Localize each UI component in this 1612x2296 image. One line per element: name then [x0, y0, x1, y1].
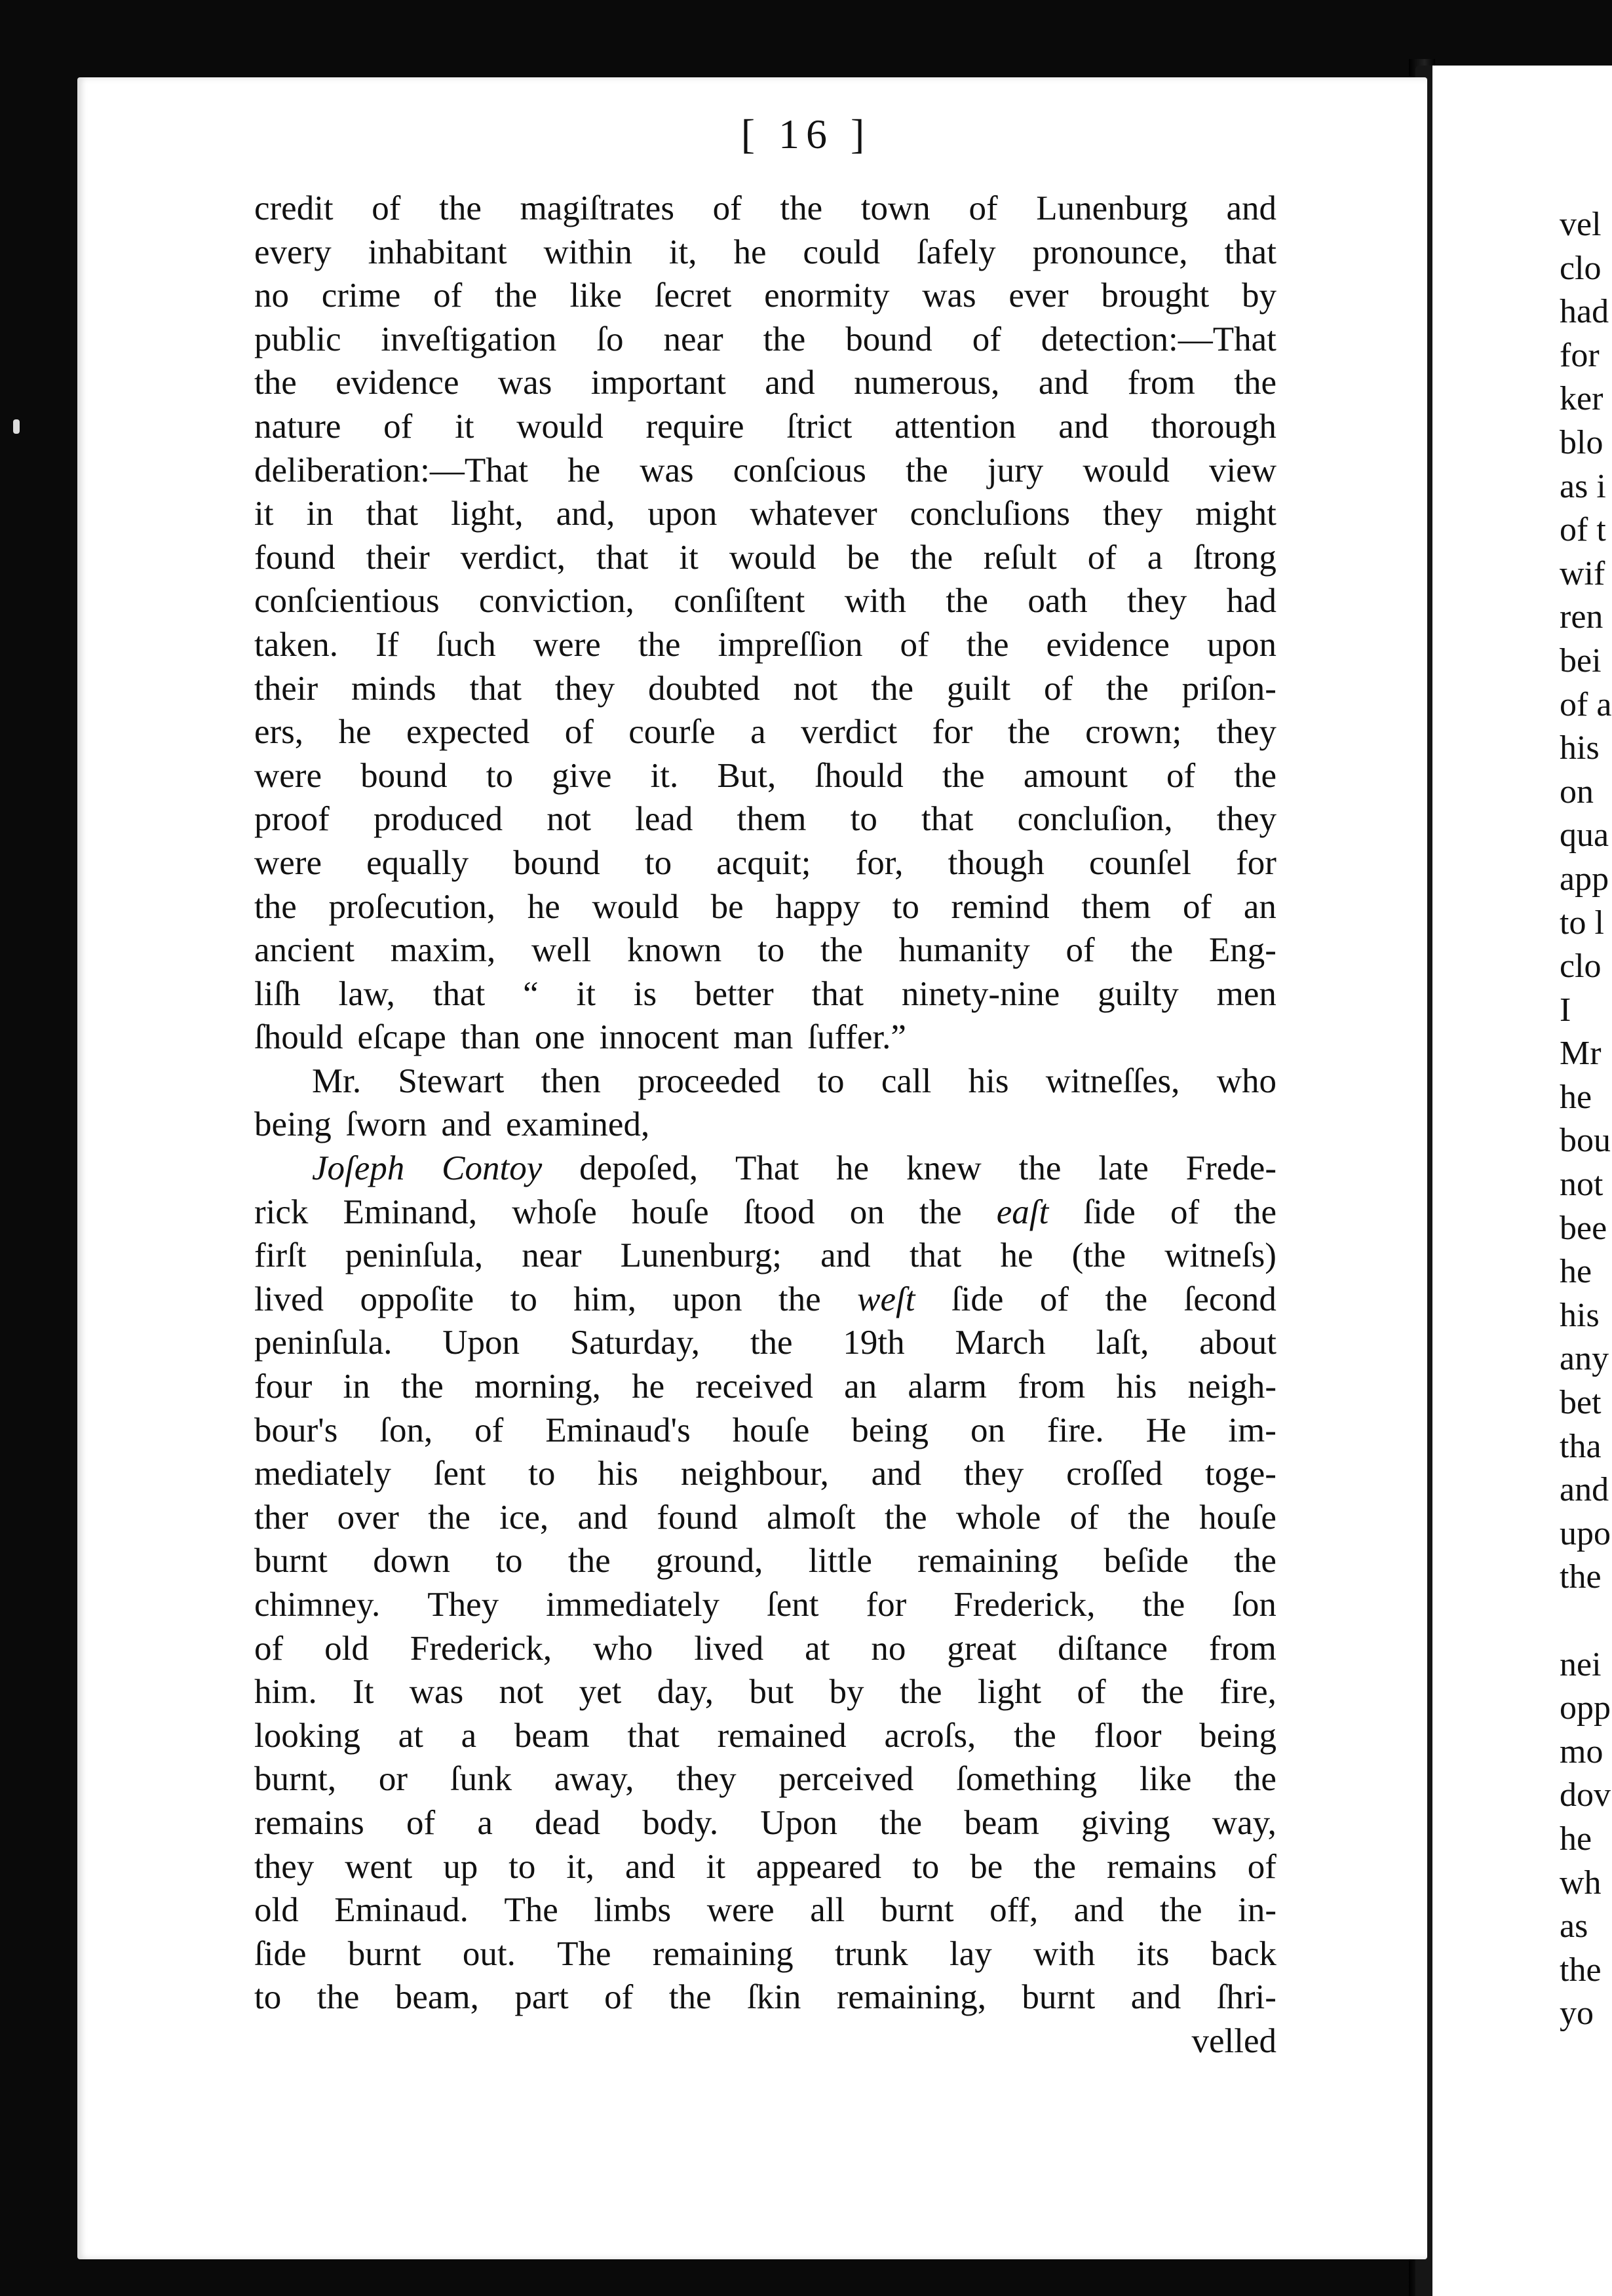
facing-page-fragment: opp: [1560, 1689, 1611, 1727]
facing-page-fragment: he: [1560, 1078, 1592, 1116]
text-line: four in the morning, he received an alarm from his neigh-: [254, 1368, 1276, 1406]
facing-page-fragment: he: [1560, 1820, 1592, 1858]
facing-page-fragment: any: [1560, 1340, 1609, 1378]
text-line: being ſworn and examined,: [254, 1105, 650, 1144]
text-line: rick Eminand, whoſe houſe ſtood on the eaſt ſide of the: [254, 1193, 1276, 1231]
facing-page-fragment: the: [1560, 1558, 1602, 1596]
text-line: to the beam, part of the ſkin remaining, burnt and ſhri-: [254, 1978, 1276, 2017]
facing-page-fragment: yo: [1560, 1995, 1594, 2033]
facing-page-fragment: he: [1560, 1253, 1592, 1291]
facing-page-fragment: wh: [1560, 1864, 1602, 1902]
facing-page-fragment: [1560, 1599, 1612, 1643]
text-line: credit of the magiſtrates of the town of Lunenburg and: [254, 189, 1276, 227]
text-line: chimney. They immediately ſent for Frederick, the ſon: [254, 1586, 1276, 1624]
scan-artifact: [13, 419, 20, 434]
facing-page-fragment: and: [1560, 1471, 1609, 1509]
text-line: ancient maxim, well known to the humanity of the Eng-: [254, 931, 1276, 970]
text-line: nature of it would require ſtrict attention and thorough: [254, 407, 1276, 446]
text-line: proof produced not lead them to that concluſion, they: [254, 800, 1276, 839]
text-line: ther over the ice, and found almoſt the whole of the houſe: [254, 1498, 1276, 1537]
text-line: mediately ſent to his neighbour, and they croſſed toge-: [254, 1455, 1276, 1493]
facing-page-fragment: bet: [1560, 1384, 1602, 1422]
text-line: ſhould eſcape than one innocent man ſuffer.”: [254, 1018, 906, 1057]
facing-page-fragment: not: [1560, 1166, 1603, 1204]
text-line: found their verdict, that it would be the reſult of a ſtrong: [254, 538, 1276, 577]
body-text: [254, 187, 1276, 2063]
facing-page-fragment: mo: [1560, 1732, 1603, 1770]
text-line: the proſecution, he would be happy to remind them of an: [254, 887, 1276, 926]
facing-page-fragment: clo: [1560, 249, 1602, 287]
facing-page-fragment: I: [1560, 991, 1571, 1029]
facing-page-text: [1560, 203, 1612, 2036]
text-line: bour's ſon, of Eminaud's houſe being on fire. He im-: [254, 1411, 1276, 1449]
text-line: conſcientious conviction, conſiſtent with the oath they had: [254, 582, 1276, 621]
text-line: Mr. Stewart then proceeded to call his witneſſes, who: [312, 1062, 1276, 1100]
facing-page-fragment: upo: [1560, 1514, 1611, 1552]
text-line: taken. If ſuch were the impreſſion of the evidence upon: [254, 625, 1276, 664]
facing-page-fragment: wif: [1560, 554, 1605, 592]
facing-page-fragment: his: [1560, 729, 1600, 767]
catchword: velled: [1191, 2021, 1276, 2060]
text-line: burnt, or ſunk away, they perceived ſomething like the: [254, 1760, 1276, 1799]
facing-page-fragment: on: [1560, 773, 1594, 811]
facing-page-fragment: vel: [1560, 206, 1602, 243]
facing-page-fragment: ren: [1560, 598, 1603, 636]
text-line: they went up to it, and it appeared to be the remains of: [254, 1847, 1276, 1886]
text-line: Joſeph Contoy depoſed, That he knew the late Frede-: [312, 1149, 1276, 1188]
facing-page-fragment: his: [1560, 1296, 1600, 1334]
text-line: their minds that they doubted not the guilt of the priſon-: [254, 669, 1276, 708]
text-line: burnt down to the ground, little remaining beſide the: [254, 1542, 1276, 1580]
facing-page-fragment: nei: [1560, 1645, 1602, 1683]
facing-page-fragment: of a: [1560, 685, 1612, 723]
text-line: looking at a beam that remained acroſs, the floor being: [254, 1716, 1276, 1755]
facing-page-fragment: of t: [1560, 511, 1606, 549]
facing-page-fragment: clo: [1560, 947, 1602, 985]
facing-page-fragment: to l: [1560, 904, 1604, 942]
facing-page-fragment: bei: [1560, 641, 1602, 679]
text-line: old Eminaud. The limbs were all burnt off, and the in-: [254, 1891, 1276, 1930]
text-line: lived oppoſite to him, upon the weſt ſide of the ſecond: [254, 1280, 1276, 1318]
page-number: [ 16 ]: [740, 111, 872, 157]
text-line: no crime of the like ſecret enormity was ever brought by: [254, 277, 1276, 315]
text-line: of old Frederick, who lived at no great diſtance from: [254, 1629, 1276, 1668]
facing-page-fragment: bee: [1560, 1209, 1607, 1247]
facing-page-fragment: ker: [1560, 380, 1603, 418]
text-line: him. It was not yet day, but by the light of the fire,: [254, 1673, 1276, 1712]
text-line: ers, he expected of courſe a verdict for the crown; they: [254, 713, 1276, 752]
text-line: the evidence was important and numerous, and from the: [254, 364, 1276, 402]
facing-page-fragment: had: [1560, 293, 1609, 331]
facing-page-fragment: bou: [1560, 1122, 1611, 1160]
text-line: deliberation:—That he was conſcious the jury would view: [254, 451, 1276, 489]
facing-page-fragment: the: [1560, 1951, 1602, 1989]
facing-page-fragment: blo: [1560, 423, 1603, 461]
text-line: ſide burnt out. The remaining trunk lay with its back: [254, 1934, 1276, 1973]
text-line: were bound to give it. But, ſhould the amount of the: [254, 756, 1276, 795]
text-line: liſh law, that “ it is better that ninety-nine guilty men: [254, 974, 1276, 1013]
facing-page-fragment: Mr: [1560, 1035, 1602, 1073]
text-line: were equally bound to acquit; for, though counſel for: [254, 843, 1276, 882]
text-line: every inhabitant within it, he could ſafely pronounce, that: [254, 233, 1276, 271]
text-line: it in that light, and, upon whatever concluſions they might: [254, 495, 1276, 533]
facing-page-fragment: dov: [1560, 1776, 1611, 1814]
facing-page-fragment: as: [1560, 1907, 1588, 1945]
text-line: remains of a dead body. Upon the beam giving way,: [254, 1803, 1276, 1842]
text-line: public inveſtigation ſo near the bound of detection:—That: [254, 320, 1276, 358]
facing-page-fragment: for: [1560, 336, 1600, 374]
text-line: firſt peninſula, near Lunenburg; and that he (the witneſs): [254, 1236, 1276, 1275]
text-line: peninſula. Upon Saturday, the 19th March laſt, about: [254, 1324, 1276, 1362]
facing-page-fragment: app: [1560, 860, 1609, 898]
facing-page-fragment: tha: [1560, 1427, 1602, 1465]
facing-page-fragment: qua: [1560, 816, 1609, 854]
facing-page-fragment: as i: [1560, 467, 1606, 505]
